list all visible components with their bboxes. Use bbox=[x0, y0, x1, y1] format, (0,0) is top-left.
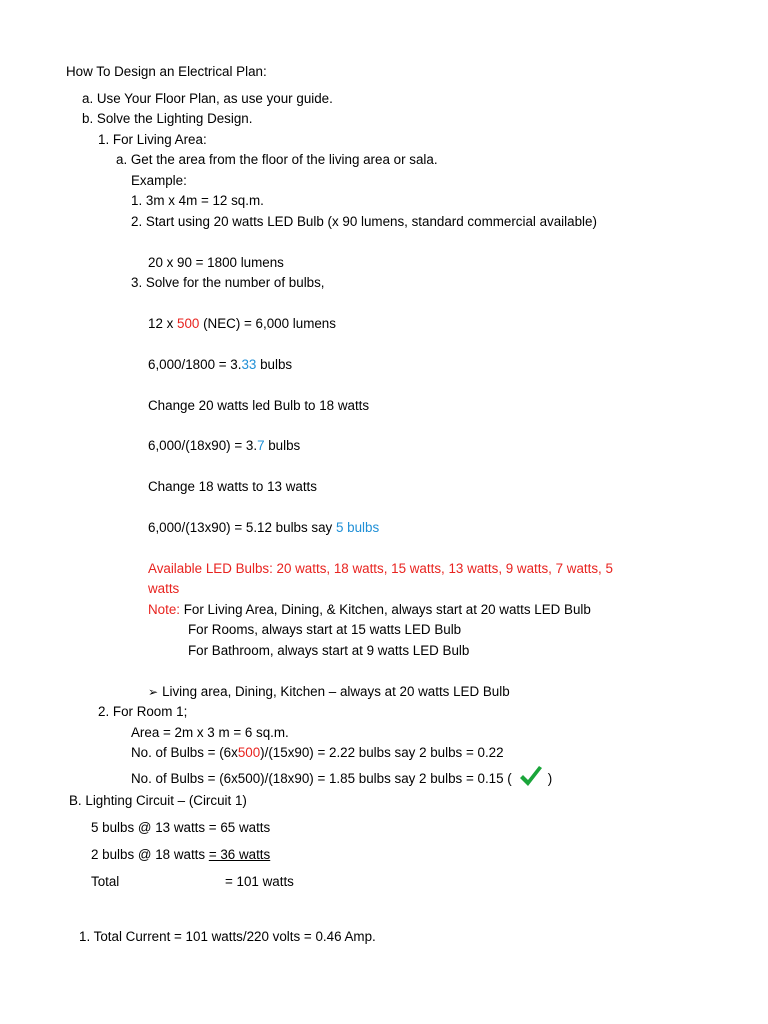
circuit-heading: B. Lighting Circuit – (Circuit 1) bbox=[69, 793, 247, 808]
circuit-line-2-underlined: = 36 watts bbox=[208, 847, 271, 862]
room1-bulbs-2-pre: No. of Bulbs = (6x500)/(18x90) = 1.85 bulbs say 2 bulbs = 0.15 ( bbox=[131, 771, 512, 786]
checkmark-icon-svg bbox=[518, 765, 544, 789]
circuit-total-value: = 101 watts bbox=[225, 874, 294, 889]
bulbs-result-3-blue: 5 bulbs bbox=[335, 520, 380, 535]
arrow-bullet-icon: ➢ bbox=[148, 685, 159, 699]
room1-bulbs-2-post: ) bbox=[547, 771, 553, 786]
living-step-1: 1. 3m x 4m = 12 sq.m. bbox=[131, 193, 264, 208]
circuit-line-2-pre: 2 bulbs @ 18 watts bbox=[91, 847, 209, 862]
example-label: Example: bbox=[131, 173, 187, 188]
checkmark-icon bbox=[518, 765, 544, 794]
living-step-3: 3. Solve for the number of bulbs, bbox=[131, 275, 325, 290]
living-step-2: 2. Start using 20 watts LED Bulb (x 90 lumens, standard commercial available) bbox=[131, 214, 597, 229]
living-heading: 1. For Living Area: bbox=[98, 132, 207, 147]
available-bulbs-line-1: Available LED Bulbs: 20 watts, 18 watts, 15 watts, 13 watts, 9 watts, 7 watts, 5 bbox=[148, 561, 613, 576]
bulbs-result-2-post: bulbs bbox=[264, 438, 301, 453]
room1-bulbs-1 bbox=[131, 744, 504, 762]
bulbs-result-3 bbox=[148, 519, 379, 537]
bullet-text: Living area, Dining, Kitchen – always at 20 watts LED Bulb bbox=[162, 684, 510, 699]
nec-calc-red: 500 bbox=[177, 316, 200, 331]
nec-calc-pre: 12 x bbox=[148, 316, 178, 331]
bulbs-result-2-blue: 7 bbox=[257, 438, 265, 453]
change-bulb-1: Change 20 watts led Bulb to 18 watts bbox=[148, 398, 370, 413]
nec-calc bbox=[148, 315, 336, 333]
room1-bulbs-1-post: )/(15x90) = 2.22 bulbs say 2 bulbs = 0.22 bbox=[260, 745, 504, 760]
bulbs-result-1-pre: 6,000/1800 = 3. bbox=[148, 357, 242, 372]
bulbs-result-1-post: bulbs bbox=[256, 357, 293, 372]
note-line-3: For Bathroom, always start at 9 watts LED Bulb bbox=[188, 643, 470, 658]
available-bulbs-line-2: watts bbox=[148, 581, 180, 596]
total-current: 1. Total Current = 101 watts/220 volts = 0.46 Amp. bbox=[79, 929, 376, 944]
room1-bulbs-2 bbox=[131, 765, 552, 794]
room1-heading: 2. For Room 1; bbox=[98, 704, 188, 719]
room1-bulbs-1-red: 500 bbox=[237, 745, 261, 760]
living-step-a: a. Get the area from the floor of the living area or sala. bbox=[116, 152, 438, 167]
bulbs-result-1 bbox=[148, 356, 292, 374]
note-line-1 bbox=[148, 601, 591, 619]
bulbs-result-1-blue: 33 bbox=[241, 357, 257, 372]
bulbs-result-3-pre: 6,000/(13x90) = 5.12 bulbs say bbox=[148, 520, 336, 535]
note-label: Note: bbox=[148, 602, 181, 617]
note-line-2: For Rooms, always start at 15 watts LED Bulb bbox=[188, 622, 462, 637]
circuit-line-2 bbox=[91, 846, 270, 864]
change-bulb-2: Change 18 watts to 13 watts bbox=[148, 479, 317, 494]
step-b-lighting: b. Solve the Lighting Design. bbox=[82, 111, 253, 126]
circuit-total-label: Total bbox=[91, 874, 120, 889]
bulbs-result-2 bbox=[148, 437, 300, 455]
doc-title: How To Design an Electrical Plan: bbox=[66, 64, 267, 79]
step-a-floor-plan: a. Use Your Floor Plan, as use your guide. bbox=[82, 91, 333, 106]
room1-area: Area = 2m x 3 m = 6 sq.m. bbox=[131, 725, 289, 740]
room1-bulbs-1-pre: No. of Bulbs = (6x bbox=[131, 745, 238, 760]
circuit-line-1: 5 bulbs @ 13 watts = 65 watts bbox=[91, 820, 271, 835]
nec-calc-post: (NEC) = 6,000 lumens bbox=[199, 316, 336, 331]
bullet-living-dining bbox=[148, 683, 510, 701]
bulbs-result-2-pre: 6,000/(18x90) = 3. bbox=[148, 438, 258, 453]
lumens-calc: 20 x 90 = 1800 lumens bbox=[148, 255, 284, 270]
note-text-1: For Living Area, Dining, & Kitchen, always start at 20 watts LED Bulb bbox=[180, 602, 591, 617]
